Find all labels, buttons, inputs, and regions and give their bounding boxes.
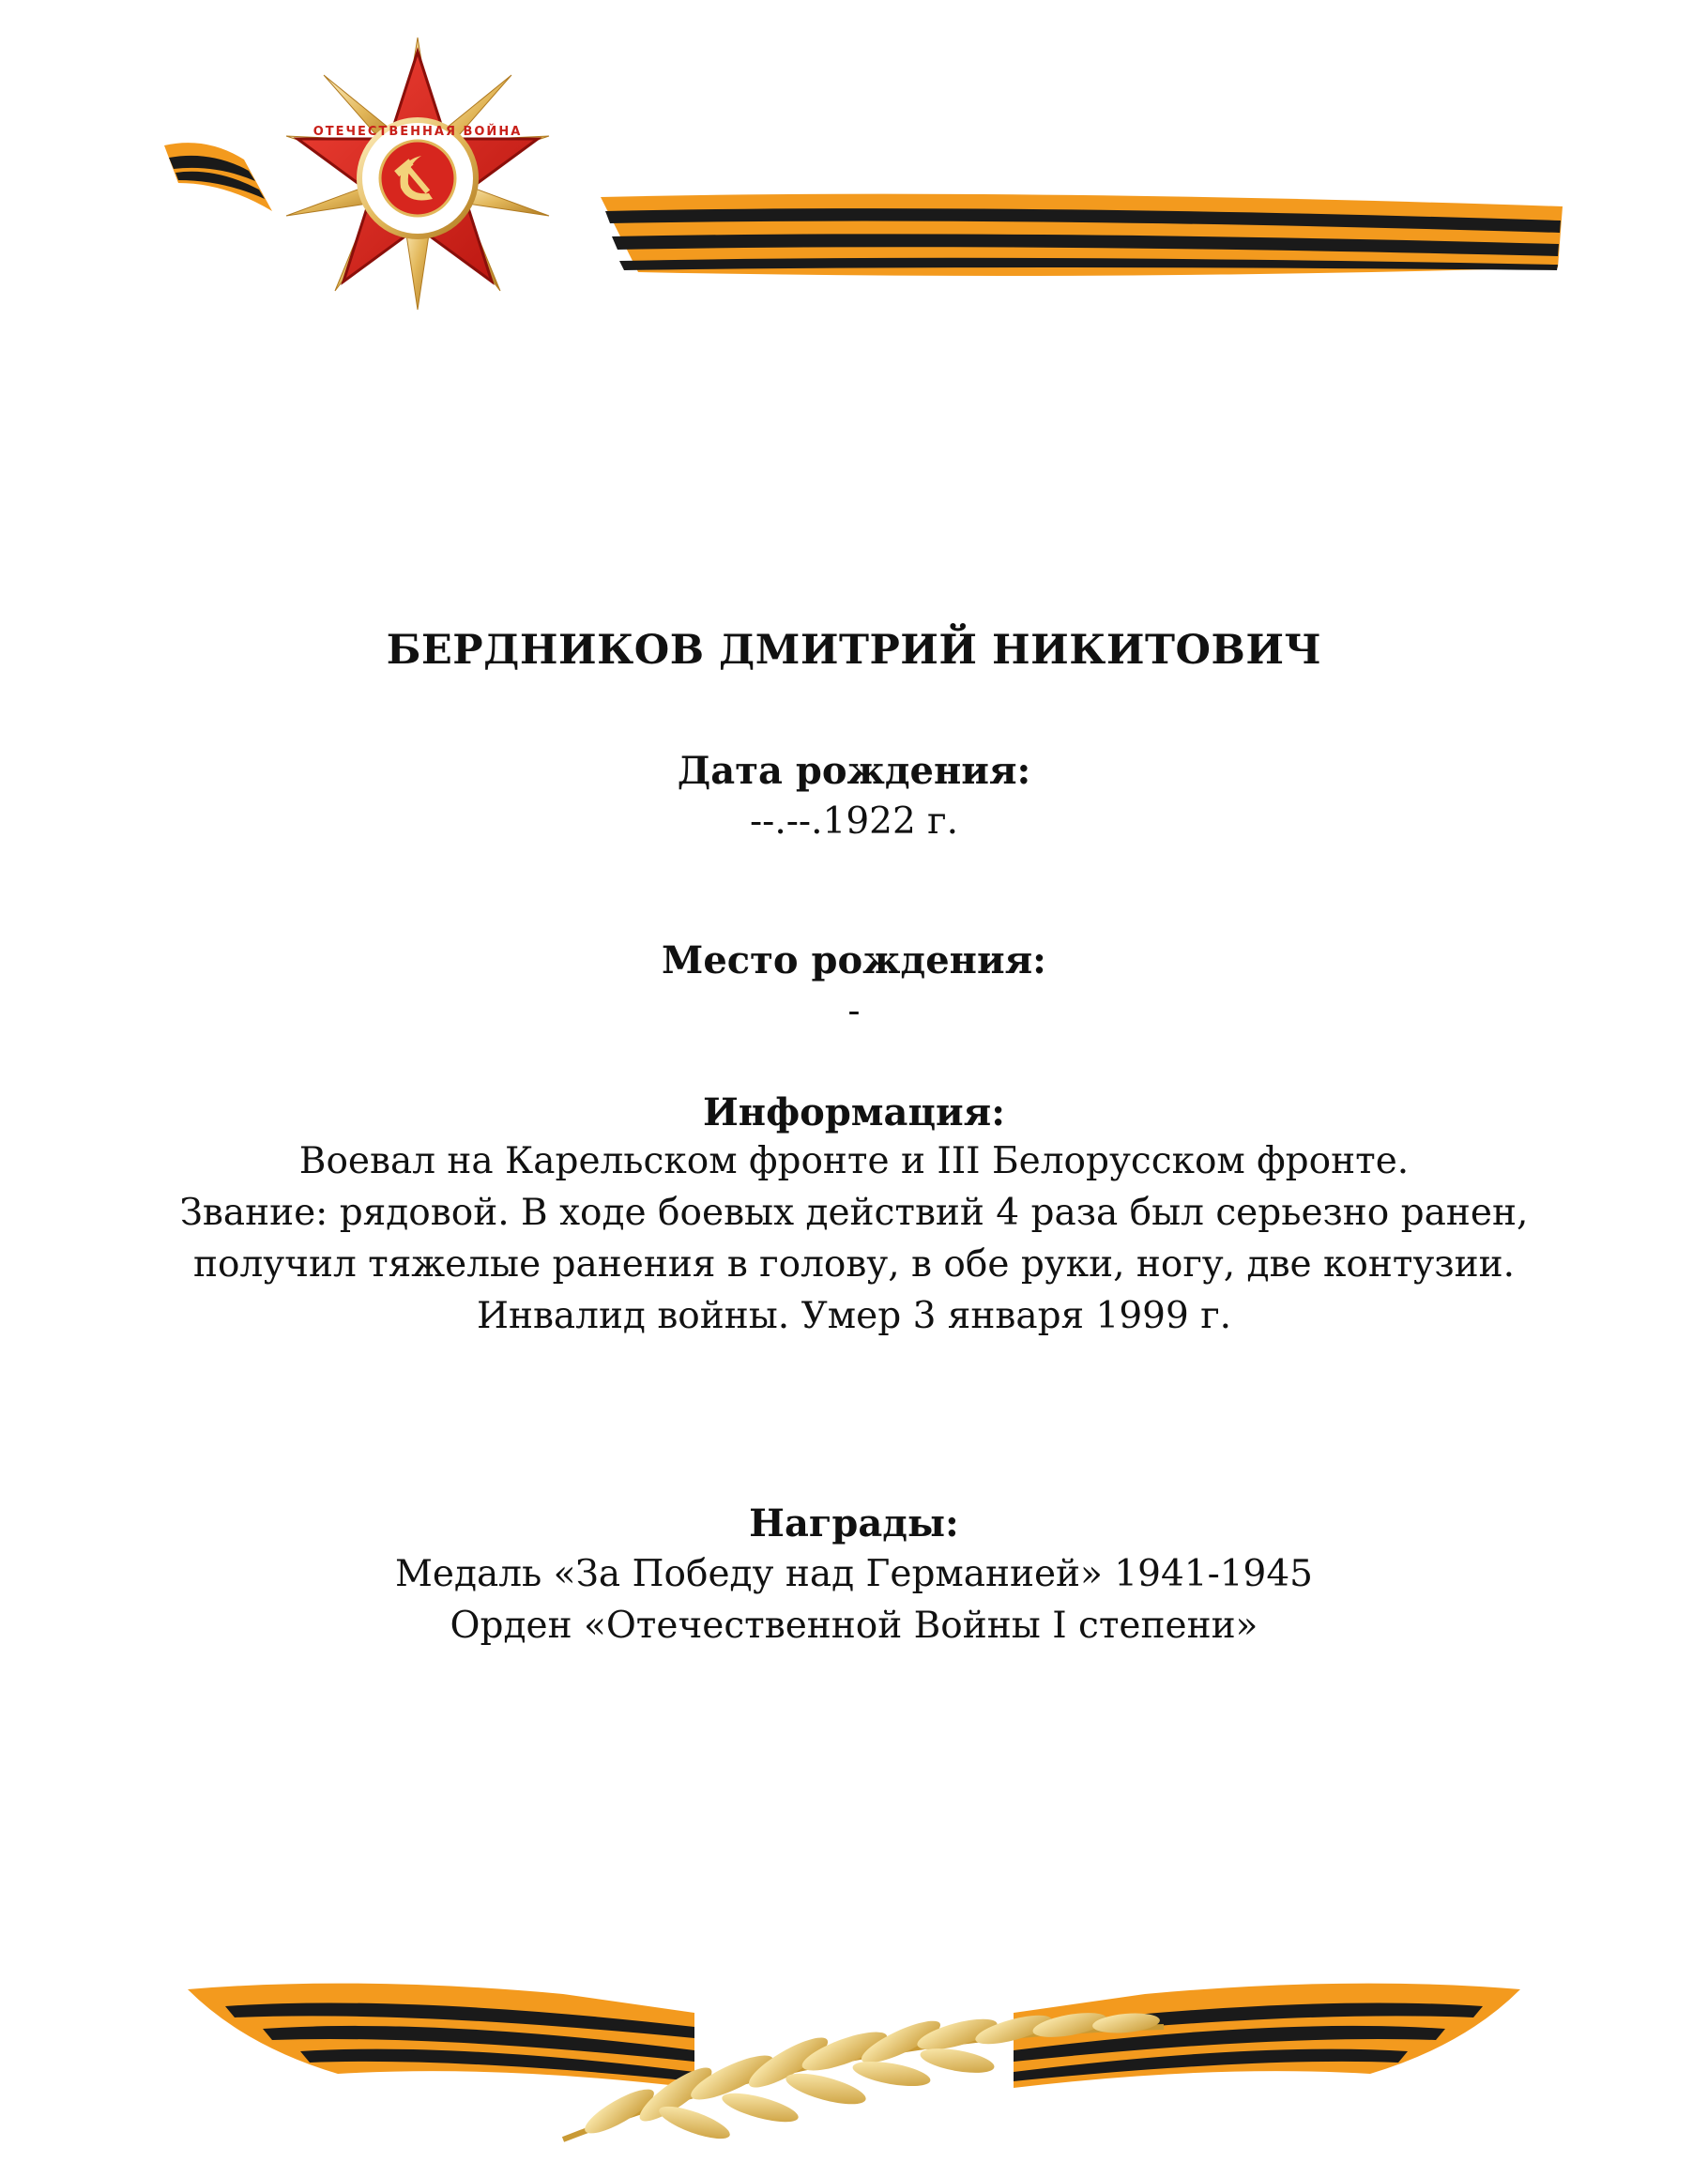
birth-place-text: - [847,990,861,1032]
birth-place-label: Место рождения: [662,938,1046,982]
awards-list [0,1548,1708,1652]
award-item: Медаль «За Победу над Германией» 1941-1945 [394,1553,1313,1595]
order-ring-text: ОТЕЧЕСТВЕННАЯ ВОЙНА [313,125,523,139]
info-text [0,1135,1708,1342]
person-full-name: БЕРДНИКОВ ДМИТРИЙ НИКИТОВИЧ [386,627,1322,674]
info-line: Звание: рядовой. В ходе боевых действий 4 раза был серьезно ранен, [179,1192,1529,1234]
awards-label: Награды: [749,1501,959,1545]
info-line: получил тяжелые ранения в голову, в обе руки, ногу, две контузии. [192,1243,1516,1286]
birth-date-value [0,796,1708,847]
st-george-ribbon-left [188,1984,694,2088]
info-line: Инвалид войны. Умер 3 января 1999 г. [476,1295,1232,1337]
birth-date-text: --.--.1922 г. [750,800,958,843]
birth-place-value [0,985,1708,1037]
info-label: Информация: [703,1090,1005,1134]
st-george-ribbon-right [1014,1984,1520,2088]
award-item: Орден «Отечественной Войны I степени» [450,1605,1258,1647]
ribbon-laurel-footer [169,1924,1539,2158]
info-line: Воевал на Карельском фронте и III Белорусском фронте. [298,1140,1410,1182]
birth-date-label: Дата рождения: [677,749,1031,793]
order-ribbon-header [150,19,1577,338]
patriotic-war-order-icon [286,38,549,310]
